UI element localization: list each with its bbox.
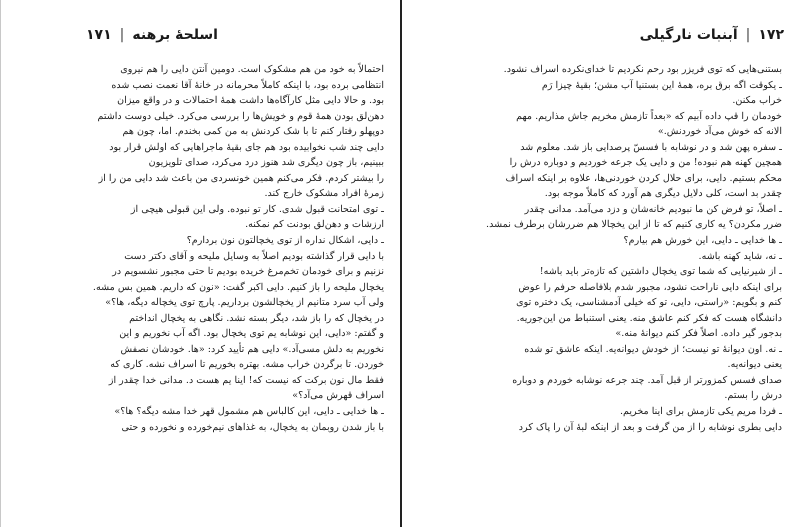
- text-line: ـ سفره پهن شد و در نوشابه با فسسّ پرصدایی باز شد. معلوم شد: [520, 141, 782, 153]
- text-line: با باز شدن روبمان به یخچال، به غذاهای نیم‌خورده و نخورده و حتی: [121, 421, 384, 433]
- text-line: بدجور گیر داده. اصلاً فکر کنم دیوانهٔ منه.»: [615, 328, 782, 340]
- text-line: ولی آب سرد متانیم از یخچالشون برداریم. پارچ توی یخچاله دیگه، ها؟»: [105, 297, 384, 309]
- text-line: خوردن. تا برگردن خراب مشه. بهتره بخوریم تا اسراف نشه. کاری که: [110, 359, 384, 371]
- text-line: ـ ها خدایی ـ دایی، این کالباس هم مشمول قهر خدا مشه دیگه؟ ها؟»: [114, 406, 384, 418]
- text-line: ـ اصلاً، تو فرض کن ما نبودیم خانه‌شان و دزد می‌آمد. مدانی چقدر: [524, 203, 782, 215]
- text-line: ارزشات و دهن‌لق بودنت کم نمکنه.: [245, 219, 384, 231]
- right-page-body: [466, 62, 782, 435]
- text-line: محکم بستیم. دایی، برای حلال کردن خوردنی‌ها، علاوه بر اینکه اسراف: [505, 172, 782, 184]
- page-gutter: [400, 0, 402, 527]
- text-line: دوپهلو رفتار کنم تا با شک کردنش به من کمی بخندم. اما، چون هم: [122, 126, 384, 138]
- text-line: دانشگاه هست که فکر کنم عاشق منه. یعنی استنباط من این‌جوریه.: [516, 312, 782, 324]
- text-line: کنم و بگویم: «راستی، دایی، تو که خیلی آدمشناسی، یک دختره توی: [516, 297, 782, 309]
- text-line: صدای فسس کمزورتر از قبل آمد. چند جرعه نوشابه خوردم و دوباره: [512, 374, 782, 386]
- left-running-title: اسلحهٔ برهنه: [132, 27, 218, 43]
- text-line: انتظامی برده بود، با اینکه کاملاً محرمانه در خانهٔ آقا نعمت نصب شده: [111, 79, 384, 91]
- text-line: خودمان را قپ داده آبیم که «بعداً تازمش مخریم جاش مذاریم. مهم: [516, 110, 782, 122]
- left-page-number: ۱۷۱: [86, 27, 112, 43]
- text-line: بود. و حالا دایی مثل کارآگاه‌ها داشت همهٔ احتمالات و در واقع میزان: [117, 95, 384, 107]
- text-line: در یخچال که را باز شد، دیگر بسته نشد. نگاهی به یخچال انداختم: [129, 312, 384, 324]
- text-line: یخچال ملیحه را باز کنیم. دایی اکبر گفت: «نون که داریم. همین بس مشه.: [92, 281, 384, 293]
- right-page-header: [444, 24, 784, 46]
- left-page-body: [76, 62, 384, 435]
- text-line: ـ از شیرنیایی که شما توی یخچال داشتین که تازه‌تر باید باشه!: [539, 266, 782, 278]
- text-line: نزنیم و برای خودمان تخم‌مرغ خریده بودیم تا حتی مجبور نشسویم در: [112, 266, 384, 278]
- right-page: [404, 0, 800, 527]
- text-line: بستنی‌هایی که توی فریزر بود رحم نکردیم تا خدای‌نکرده اسراف نشود.: [503, 64, 782, 75]
- text-line: درش را بستم.: [724, 390, 782, 402]
- text-line: و گفتم: «دایی، این نوشابه یم توی یخچال بود. اگه آب نخوریم و این: [119, 328, 384, 340]
- text-line: خراب مکنن.: [732, 95, 782, 107]
- text-line: نخوریم به دلش مسی‌آد.» دایی هم تأیید کرد: «ها. خودشان نصفش: [120, 343, 384, 355]
- text-line: الانه که خوش می‌آد خوردنش.»: [657, 126, 782, 138]
- text-line: ـ نه. اون دیوانهٔ تو نیست؛ از خودش دیوانه‌یه. اینکه عاشق تو شده: [524, 343, 782, 355]
- text-line: دایی چند شب نخوابیده بود هم جای بقیهٔ ماجراهایی که اولش قرار بود: [109, 141, 384, 153]
- text-line: چقدر بد است، کلی دلایل دیگری هم آورد که کاملاً موجه بود.: [544, 188, 782, 200]
- text-line: دایی بطری نوشابه را از من گرفت و بعد از اینکه لبهٔ آن را پاک کرد: [518, 421, 782, 433]
- text-line: زمرهٔ افراد مشکوک خارج کند.: [264, 188, 384, 200]
- text-line: احتمالاً به خود من هم مشکوک است. دومین آنتن دایی را هم نیروی: [120, 64, 384, 75]
- text-line: ضرر مکردن؟ یه کاری کنیم که تا از این یخچالا هم ضررشان برطرف نمشد.: [486, 219, 782, 231]
- text-line: همچین کهنه هم نبوده! من و دایی یک جرعه خوردیم و دوباره درش را: [509, 157, 782, 169]
- text-line: دهن‌لق بودن همهٔ قوم و خویش‌ها را بررسی می‌کرد. خیلی دوست داشتم: [97, 110, 384, 122]
- text-line: ـ توی امتحانت قبول شدی. کار تو نبوده. ولی این قبولی هیچی از: [130, 203, 384, 215]
- text-line: را بیشتر کردم. فکر می‌کنم همین خونسردی من باعث شد دایی من را از: [98, 172, 384, 184]
- left-page-header: [86, 24, 368, 46]
- text-line: اسراف قهرش می‌آد؟»: [292, 390, 384, 402]
- text-line: ببینیم، باز چون دیگری شد هنوز درد می‌کرد، صدای تلویزیون: [148, 157, 384, 169]
- text-line: ـ ها خدایی ـ دایی، این خورش هم بیارم؟: [623, 235, 782, 247]
- text-line: فقط مال نون برکت که نیست که! اینا یم هست د. مدانی خدا چقدر از: [108, 374, 384, 386]
- text-line: با دایی قرار گذاشته بودیم اصلاً به وسایل ملیحه و آقای دکتر دست: [124, 250, 384, 262]
- header-separator: |: [119, 27, 125, 43]
- text-line: یعنی دیوانه‌یه.: [727, 359, 782, 371]
- left-page: [0, 0, 398, 527]
- text-line: ـ فردا مریم یکی تازمش برای اینا مخریم.: [619, 406, 782, 418]
- text-line: برای اینکه دایی ناراحت نشود، مجبور شدم بلافاصله حرفم را عوض: [518, 281, 782, 293]
- text-line: ـ نه، شاید کهنه باشه.: [698, 250, 782, 262]
- right-running-title: آبنبات نارگیلی: [639, 27, 738, 43]
- right-page-number: ۱۷۲: [758, 27, 784, 43]
- text-line: ـ یکوقت اگه برق بره، همهٔ این بستنیا آب مشن؛ بقیهٔ چیزا رَم: [541, 79, 782, 91]
- header-separator: |: [745, 27, 751, 43]
- text-line: ـ دایی، اشکال نداره از توی یخچالتون نون بردارم؟: [186, 235, 384, 247]
